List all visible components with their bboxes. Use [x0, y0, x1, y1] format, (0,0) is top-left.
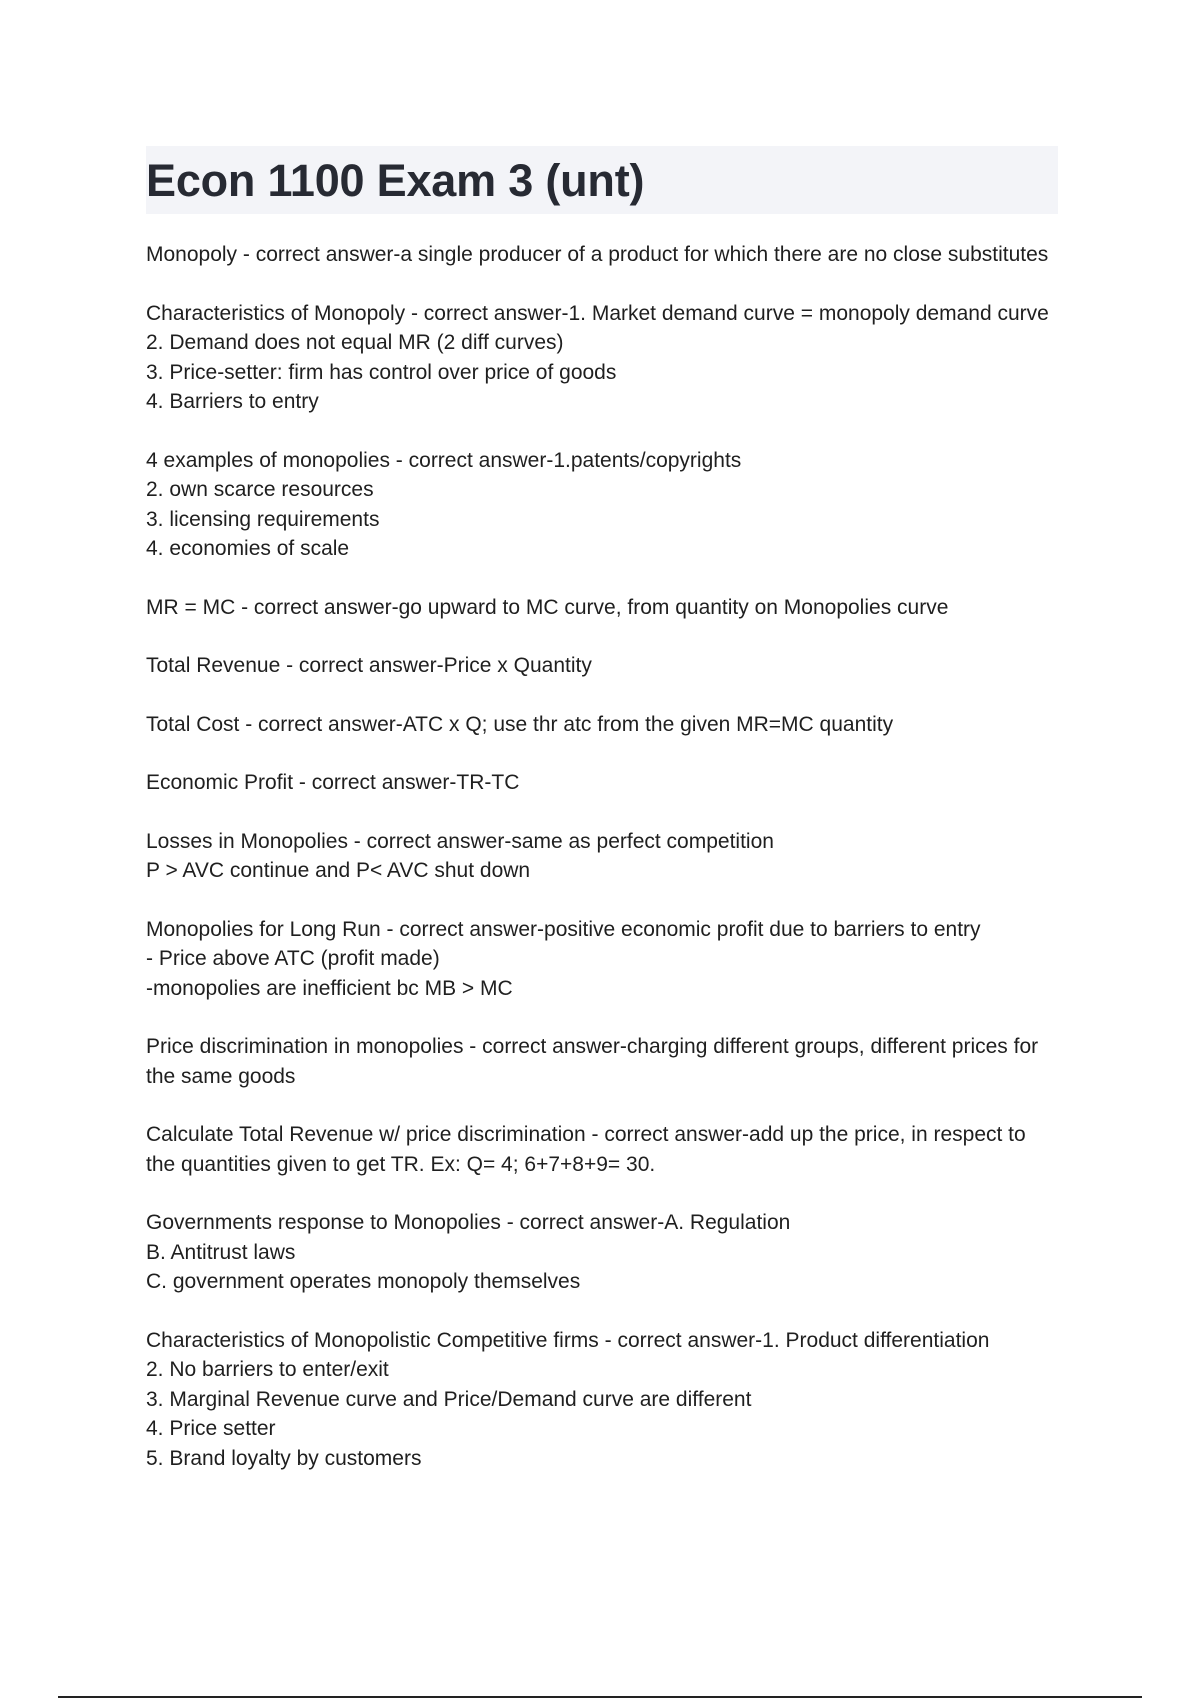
document-page: [146, 146, 1058, 1502]
footer-divider: [58, 1696, 1142, 1698]
entry-economic-profit: Economic Profit - correct answer-TR-TC: [146, 771, 520, 794]
entry-characteristics-of-monopoly: Characteristics of Monopoly - correct answer-1. Market demand curve = monopoly demand curve 2. Demand does not equal MR (2 diff curves) 3. Price-setter: firm has control over price of goods 4. Barriers to entry: [146, 301, 1049, 413]
entry-losses-in-monopolies: Losses in Monopolies - correct answer-same as perfect competition P > AVC continue and P< AVC shut down: [146, 829, 774, 882]
entry-mr-equals-mc: MR = MC - correct answer-go upward to MC curve, from quantity on Monopolies curve: [146, 595, 949, 619]
entry-total-cost: Total Cost - correct answer-ATC x Q; use thr atc from the given MR=MC quantity: [146, 712, 894, 736]
entry-government-response: Governments response to Monopolies - correct answer-A. Regulation B. Antitrust laws C. government operates monopoly themselves: [146, 1211, 791, 1293]
entry-monopolistic-competitive-firms: Characteristics of Monopolistic Competitive firms - correct answer-1. Product differentiation 2. No barriers to enter/exit 3. Marginal Revenue curve and Price/Demand curve are different 4. Price setter 5. Brand loyalty by customers: [146, 1328, 990, 1470]
entry-price-discrimination: Price discrimination in monopolies - correct answer-charging different groups, different prices for the same goods: [146, 1035, 1039, 1088]
title-band: [146, 146, 1058, 214]
entry-examples-of-monopolies: 4 examples of monopolies - correct answer-1.patents/copyrights 2. own scarce resources 3. licensing requirements 4. economies of scale: [146, 448, 742, 560]
page-title: Econ 1100 Exam 3 (unt): [146, 154, 645, 206]
entry-total-revenue: Total Revenue - correct answer-Price x Quantity: [146, 654, 592, 677]
entry-monopoly: Monopoly - correct answer-a single producer of a product for which there are no close substitutes: [146, 243, 1049, 266]
entry-calculate-total-revenue: Calculate Total Revenue w/ price discrimination - correct answer-add up the price, in respect to the quantities given to get TR. Ex: Q= 4; 6+7+8+9= 30.: [146, 1123, 1026, 1176]
entry-monopolies-long-run: Monopolies for Long Run - correct answer-positive economic profit due to barriers to entry - Price above ATC (profit made) -monopolies are inefficient bc MB > MC: [146, 917, 981, 1000]
entry-list: [146, 240, 1058, 1473]
